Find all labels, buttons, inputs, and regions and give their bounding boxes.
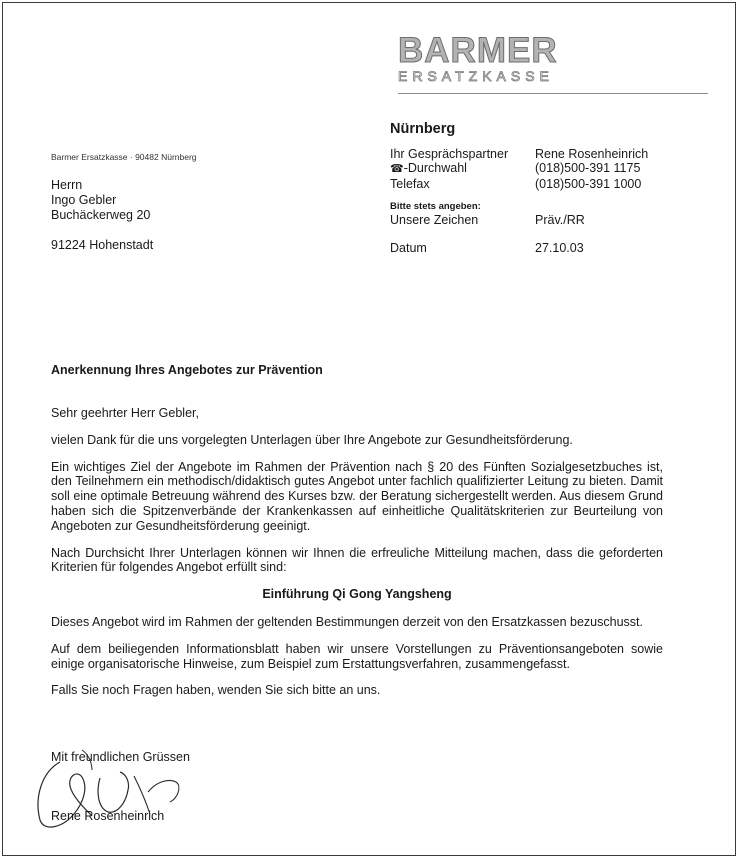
recipient-city: 91224 Hohenstadt bbox=[51, 238, 154, 252]
phone-label-wrap bbox=[390, 161, 535, 177]
paragraph-info-sheet: Auf dem beiliegenden Informationsblatt haben wir unsere Vorstellungen zu Präventionsangeboten sowie einige organisatorische Hinweise, zum Beispiel zum Erstattungsverfahren, zusammengefasst. bbox=[51, 641, 663, 671]
phone-label: -Durchwahl bbox=[403, 161, 467, 175]
signer-name: Rene Rosenheinrich bbox=[51, 809, 165, 823]
paragraph-prevention: Ein wichtiges Ziel der Angebote im Rahmen der Prävention nach § 20 des Fünften Sozialgesetzbuches ist, den Teilnehmern ein methodisch/didaktisch gutes Angebot unter fachlich qualifizierter Leitung zu bieten. Damit soll eine optimale Betreuung während des Kurses bzw. der Beratung sichergestellt werden. Aus diesem Grund haben sich die Spitzenverbände der Krankenkassen auf einheitliche Qualitätskriterien zur Beurteilung von Angeboten zur Gesundheitsförderung geeinigt. bbox=[51, 459, 663, 533]
paragraph-subsidy: Dieses Angebot wird im Rahmen der geltenden Bestimmungen derzeit von den Ersatzkassen bezuschusst. bbox=[51, 614, 643, 629]
date-row bbox=[390, 241, 648, 256]
date-value: 27.10.03 bbox=[535, 240, 584, 255]
logo-subtitle: ERSATZKASSE bbox=[398, 68, 554, 84]
fax-value: (018)500-391 1000 bbox=[535, 176, 642, 191]
fax-label: Telefax bbox=[390, 176, 430, 191]
letterhead-rule bbox=[398, 93, 708, 94]
reference-note: Bitte stets angeben: bbox=[390, 201, 481, 212]
office-city: Nürnberg bbox=[390, 121, 456, 137]
letter-body bbox=[51, 406, 663, 710]
sender-return-address: Barmer Ersatzkasse · 90482 Nürnberg bbox=[51, 152, 197, 162]
reference-value: Präv./RR bbox=[535, 213, 585, 227]
closing-phrase: Mit freundlichen Grüssen bbox=[51, 750, 190, 764]
letter-subject: Anerkennung Ihres Angebotes zur Prävention bbox=[51, 363, 323, 377]
recipient-street: Buchäckerweg 20 bbox=[51, 208, 151, 222]
paragraph-review: Nach Durchsicht Ihrer Unterlagen können wir Ihnen die erfreuliche Mitteilung machen, dass die geforderten Kriterien für folgendes Angebot erfüllt sind: bbox=[51, 545, 663, 575]
paragraph-thanks: vielen Dank für die uns vorgelegten Unterlagen über Ihre Angebote zur Gesundheitsförderung. bbox=[51, 432, 573, 447]
recipient-salutation: Herrn bbox=[51, 178, 83, 192]
logo-brand: BARMER bbox=[398, 31, 558, 70]
course-title: Einführung Qi Gong Yangsheng bbox=[262, 587, 452, 602]
contact-row bbox=[390, 147, 648, 162]
address-gap bbox=[51, 223, 153, 238]
date-label: Datum bbox=[390, 240, 427, 255]
barmer-logo bbox=[398, 31, 608, 84]
reference-row bbox=[390, 213, 648, 228]
telephone-icon: ☎ bbox=[390, 163, 404, 175]
info-block bbox=[390, 122, 648, 255]
contact-label: Ihr Gesprächspartner bbox=[390, 146, 509, 161]
phone-value: (018)500-391 1175 bbox=[535, 161, 641, 175]
greeting: Sehr geehrter Herr Gebler, bbox=[51, 406, 199, 420]
contact-value: Rene Rosenheinrich bbox=[535, 146, 649, 161]
paragraph-questions: Falls Sie noch Fragen haben, wenden Sie sich bitte an uns. bbox=[51, 683, 381, 698]
phone-row bbox=[390, 161, 648, 177]
recipient-name: Ingo Gebler bbox=[51, 193, 117, 207]
handwritten-signature bbox=[22, 742, 202, 842]
reference-label: Unsere Zeichen bbox=[390, 213, 479, 227]
recipient-address bbox=[51, 178, 153, 253]
fax-row bbox=[390, 177, 648, 192]
